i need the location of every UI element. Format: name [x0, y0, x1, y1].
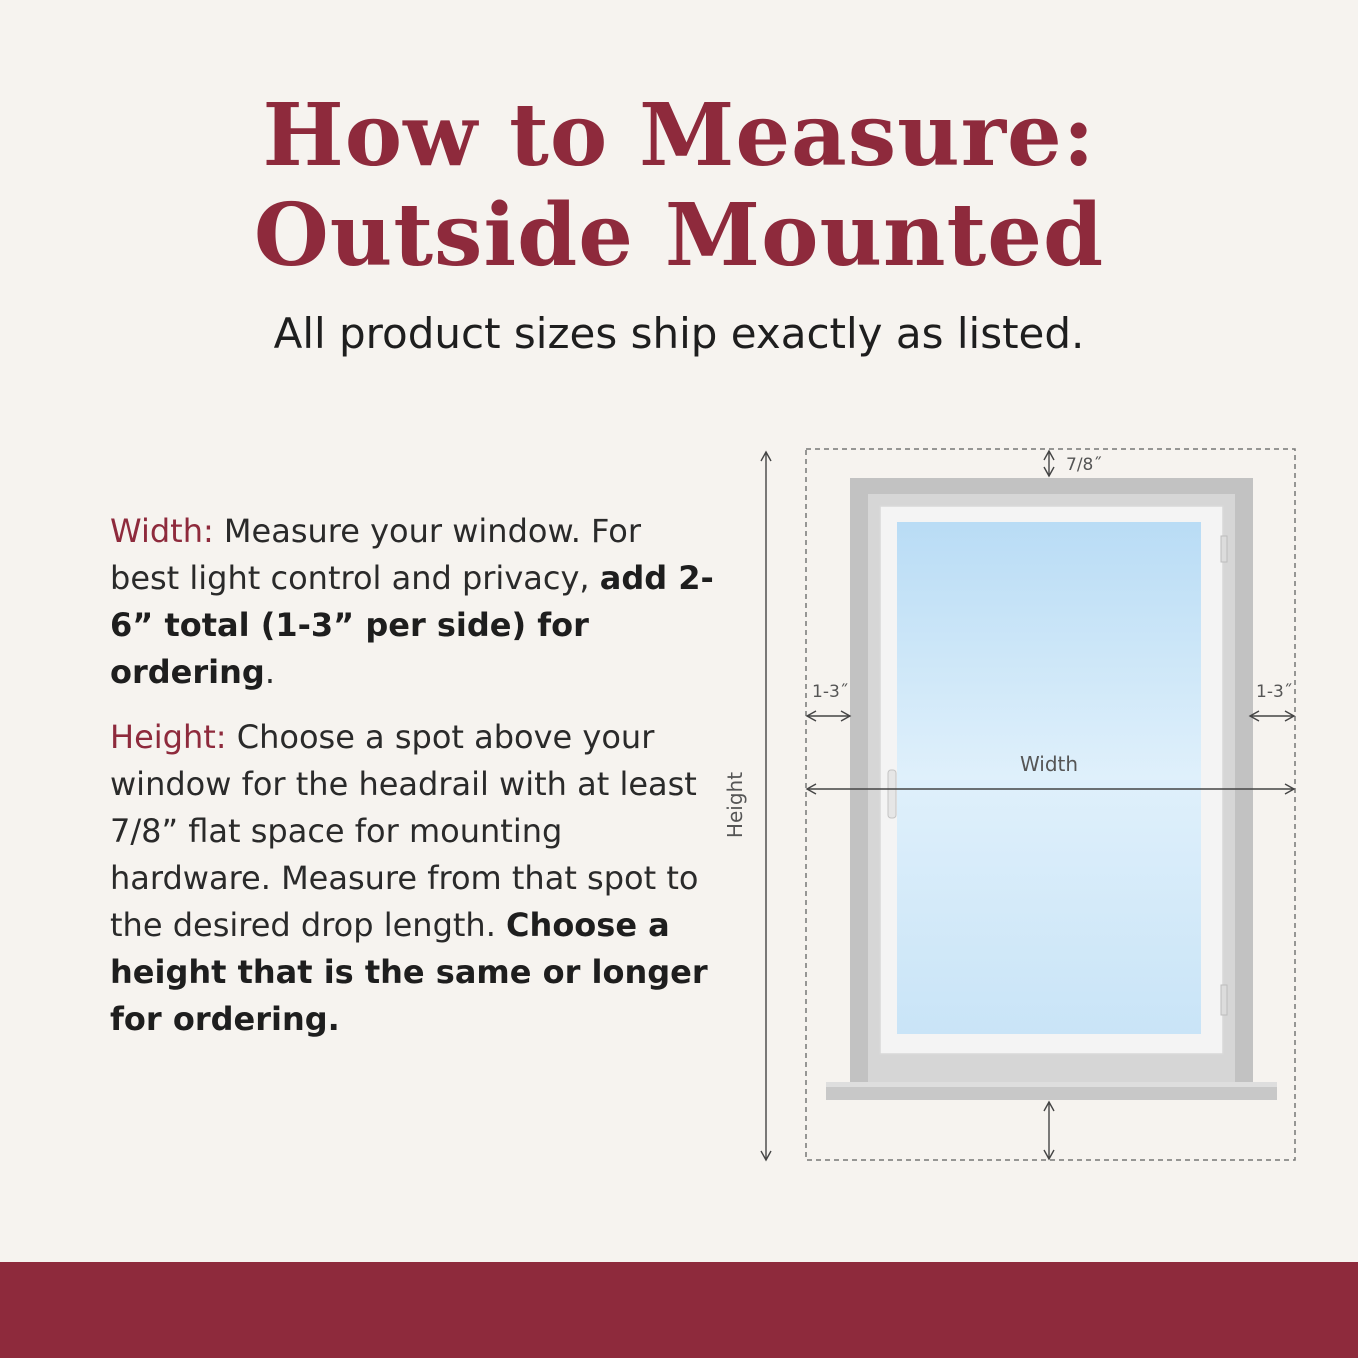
- left-overlap-label: 1-3˝: [812, 682, 849, 702]
- page-title-line2: Outside Mounted: [253, 185, 1105, 286]
- window-hinge-top: [1221, 536, 1227, 562]
- window-handle: [888, 770, 896, 818]
- window-glass: [897, 522, 1201, 1034]
- width-label: Width:: [110, 512, 214, 550]
- footer-band: [0, 1262, 1358, 1358]
- page-subtitle: All product sizes ship exactly as listed.: [273, 309, 1085, 358]
- window-hinge-bottom: [1221, 985, 1227, 1015]
- right-overlap-label: 1-3˝: [1256, 682, 1293, 702]
- page-title-line1: How to Measure:: [262, 85, 1096, 186]
- window-sill-highlight: [826, 1082, 1277, 1087]
- top-clearance-label: 7/8˝: [1066, 455, 1102, 475]
- height-dimension-label: Height: [723, 771, 747, 839]
- width-text: Measure your window. For best light control and privacy,: [110, 512, 642, 597]
- height-bold-text: Choose a height that is the same or longer for ordering.: [110, 906, 708, 1038]
- width-bold-text: add 2-6” total (1-3” per side) for ordering: [110, 559, 714, 691]
- height-text: Choose a spot above your window for the headrail with at least 7/8” flat space for mounting hardware. Measure from that spot to the desired drop length.: [110, 718, 699, 944]
- width-dimension-label: Width: [1019, 752, 1079, 776]
- height-label: Height:: [110, 718, 227, 756]
- width-end: .: [264, 653, 275, 691]
